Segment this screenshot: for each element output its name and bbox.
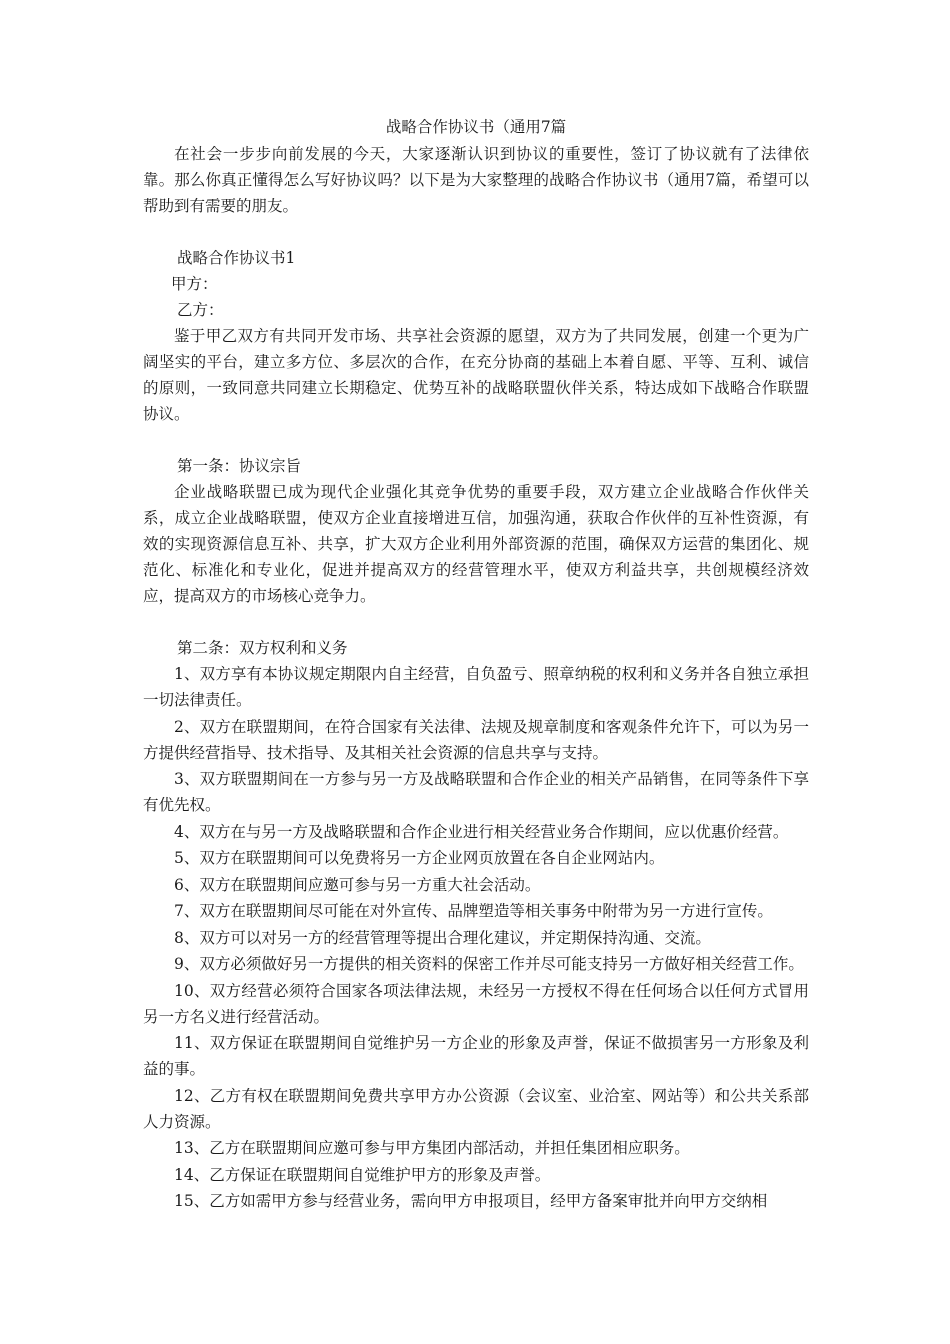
article-1-title: 第一条：协议宗旨 — [177, 457, 302, 475]
article-2-title: 第二条：双方权利和义务 — [177, 639, 348, 657]
list-item: 7、双方在联盟期间尽可能在对外宣传、品牌塑造等相关事务中附带为另一方进行宣传。 — [174, 902, 773, 920]
list-item: 13、乙方在联盟期间应邀可参与甲方集团内部活动，并担任集团相应职务。 — [174, 1139, 690, 1157]
list-item: 14、乙方保证在联盟期间自觉维护甲方的形象及声誉。 — [174, 1165, 551, 1184]
party-a-label: 甲方： — [171, 275, 218, 293]
list-item: 3、双方联盟期间在一方参与另一方及战略联盟和合作企业的相关产品销售，在同等条件下享有优先权。 — [143, 770, 809, 814]
list-item: 10、双方经营必须符合国家各项法律法规，未经另一方授权不得在任何场合以任何方式冒用另一方名义进行经营活动。 — [143, 981, 809, 1026]
list-item: 8、双方可以对另一方的经营管理等提出合理化建议，并定期保持沟通、交流。 — [174, 928, 711, 947]
spacer — [143, 219, 809, 245]
spacer — [143, 609, 809, 635]
list-item: 15、乙方如需甲方参与经营业务，需向甲方申报项目，经甲方备案审批并向甲方交纳相 — [174, 1192, 768, 1210]
party-b-label: 乙方： — [177, 301, 224, 319]
intro-paragraph: 在社会一步步向前发展的今天，大家逐渐认识到协议的重要性，签订了协议就有了法律依靠。那么你真正懂得怎么写好协议吗？以下是为大家整理的战略合作协议书（通用7篇，希望可以帮助到有需要的朋友。 — [143, 145, 809, 215]
preamble-paragraph: 鉴于甲乙双方有共同开发市场、共享社会资源的愿望，双方为了共同发展，创建一个更为广阔坚实的平台，建立多方位、多层次的合作，在充分协商的基础上本着自愿、平等、互利、诚信的原则，一致同意共同建立长期稳定、优势互补的战略联盟伙伴关系，特达成如下战略合作联盟协议。 — [143, 327, 809, 423]
section-title: 战略合作协议书1 — [177, 249, 296, 267]
list-item: 12、乙方有权在联盟期间免费共享甲方办公资源（会议室、业洽室、网站等）和公共关系部人力资源。 — [143, 1086, 809, 1131]
list-item: 2、双方在联盟期间，在符合国家有关法律、法规及规章制度和客观条件允许下，可以为另一方提供经营指导、技术指导、及其相关社会资源的信息共享与支持。 — [143, 717, 809, 762]
list-item: 4、双方在与另一方及战略联盟和合作企业进行相关经营业务合作期间，应以优惠价经营。 — [174, 822, 789, 841]
article-1-body: 企业战略联盟已成为现代企业强化其竞争优势的重要手段，双方建立企业战略合作伙伴关系，成立企业战略联盟，使双方企业直接增进互信，加强沟通，获取合作伙伴的互补性资源，有效的实现资源信息互补、共享，扩大双方企业利用外部资源的范围，确保双方运营的集团化、规范化、标准化和专业化，促进并提高双方的经营管理水平，使双方利益共享，共创规模经济效应，提高双方的市场核心竞争力。 — [143, 483, 809, 605]
list-item: 1、双方享有本协议规定期限内自主经营，自负盈亏、照章纳税的权利和义务并各自独立承担一切法律责任。 — [143, 665, 809, 709]
list-item: 6、双方在联盟期间应邀可参与另一方重大社会活动。 — [174, 875, 541, 894]
document-body — [143, 114, 809, 1215]
spacer — [143, 427, 809, 453]
list-item: 5、双方在联盟期间可以免费将另一方企业网页放置在各自企业网站内。 — [174, 849, 665, 867]
document-title: 战略合作协议书（通用7篇 — [385, 118, 567, 136]
list-item: 11、双方保证在联盟期间自觉维护另一方企业的形象及声誉，保证不做损害另一方形象及利益的事。 — [143, 1034, 809, 1078]
list-item: 9、双方必须做好另一方提供的相关资料的保密工作并尽可能支持另一方做好相关经营工作。 — [174, 955, 804, 973]
